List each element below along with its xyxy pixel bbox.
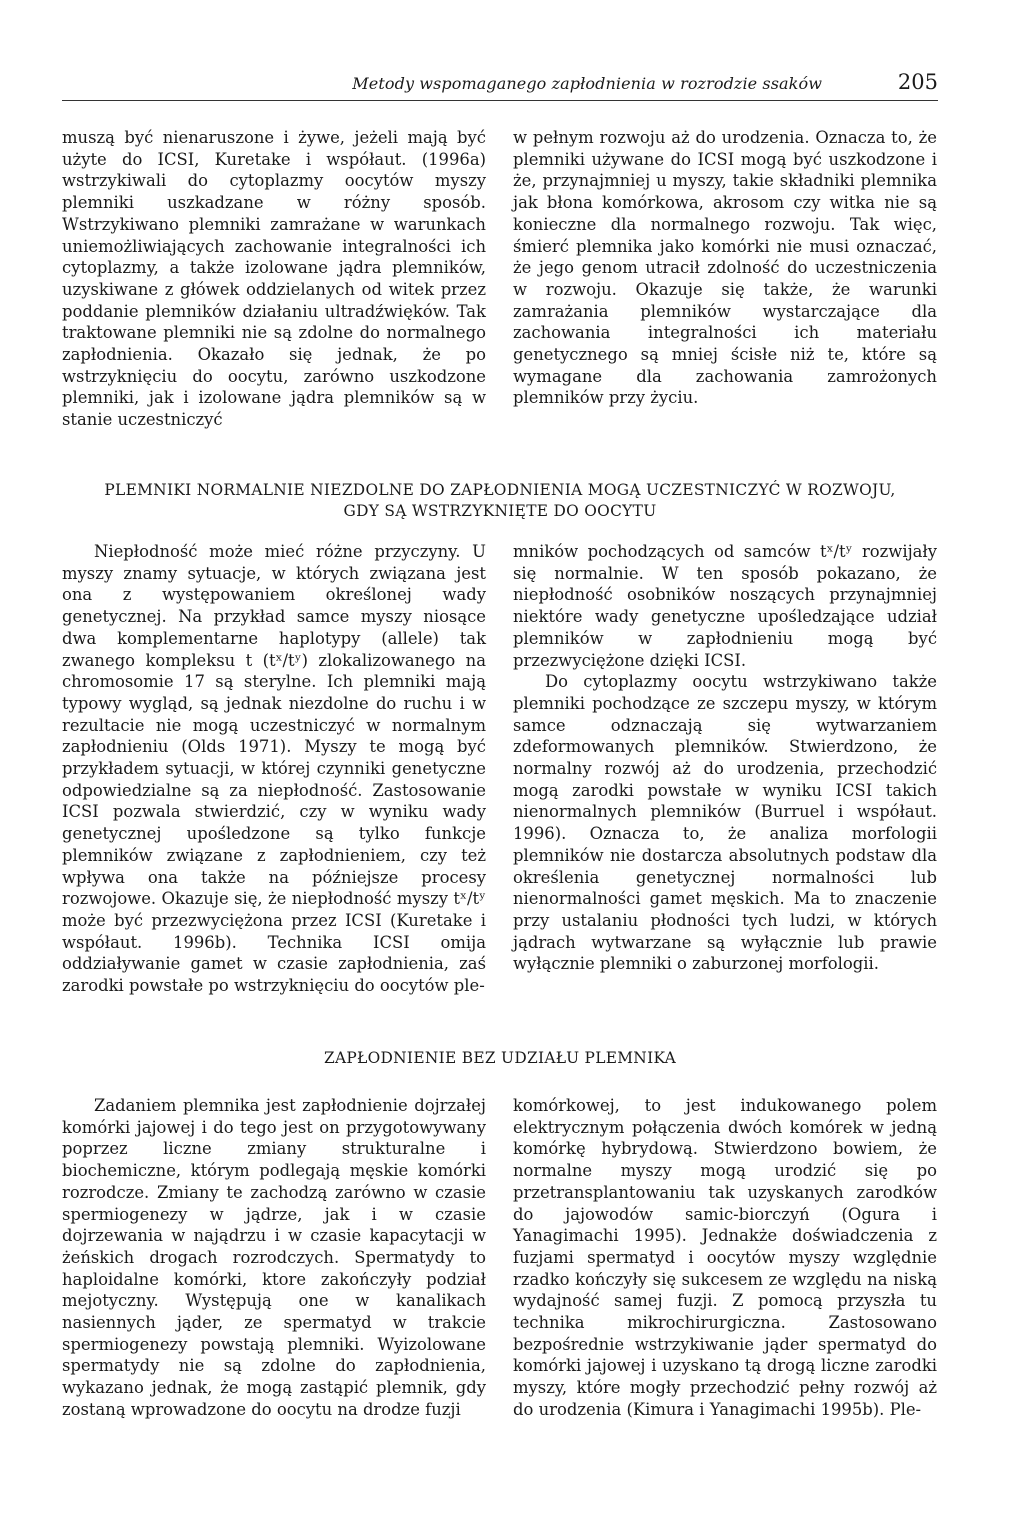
paragraph: w pełnym rozwoju aż do urodzenia. Oznacza to, że plemniki używane do ICSI mogą być uszkodzone i że, przynajmniej u myszy, takie składniki plemnika jak błona komórkowa, akrosom czy witka nie są konieczne dla normalnego rozwoju. Tak więc, śmierć plemnika jako komórki nie musi oznaczać, że jego genom utracił zdolność do uczestniczenia w rozwoju. Okazuje się także, że warunki zamrażania plemników wystarczające dla zachowania integralności ich materiału genetycznego są mniej ścisłe niż te, które są wymagane dla zachowania zamrożonych plemników przy życiu. [513,128,937,408]
paragraph: muszą być nienaruszone i żywe, jeżeli mają być użyte do ICSI, Kuretake i współaut. (1996a) wstrzykiwali do cytoplazmy oocytów myszy plemniki uszkadzane w różny sposób. Wstrzykiwano plemniki zamrażane w warunkach uniemożliwiających zachowanie integralności ich cytoplazmy, a także izolowane jądra plemników, uzyskiwane z główek oddzielanych od witek przez poddanie plemników działaniu ultradźwięków. Tak traktowane plemniki nie są zdolne do normalnego zapłodnienia. Okazało się jednak, że po wstrzyknięciu do oocytu, zarówno uszkodzone plemniki, jak i izolowane jądra plemników są w stanie uczestniczyć [62,128,486,430]
section-heading-1 [62,480,938,522]
paragraph: mników pochodzących od samców tˣ/tʸ rozwijały się normalnie. W ten sposób pokazano, że niepłodność osobników noszących przynajmniej niektóre wady genetyczne upośledzające udział plemników w zapłodnieniu mogą być przezwyciężone dzięki ICSI. [513,542,937,670]
section2-right-column [513,541,937,975]
paragraph: komórkowej, to jest indukowanego polem elektrycznym połączenia dwóch komórek w jedną komórkę hybrydową. Stwierdzono bowiem, że normalne myszy mogą urodzić się po przetransplantowaniu tak uzyskanych zarodków do jajowodów samic-biorczyń (Ogura i Yanagimachi 1995). Jednakże doświadczenia z fuzjami spermatyd i oocytów myszy względnie rzadko kończyły się sukcesem ze względu na niską wydajność samej fuzji. Z pomocą przyszła tu technika mikrochirurgiczna. Zastosowano bezpośrednie wstrzykiwanie jąder spermatyd do komórki jajowej i uzyskano tą drogą liczne zarodki myszy, które mogły przechodzić pełny rozwój aż do urodzenia (Kimura i Yanagimachi 1995b). Ple- [513,1096,937,1419]
page-number: 205 [897,70,938,94]
paragraph: Zadaniem plemnika jest zapłodnienie dojrzałej komórki jajowej i do tego jest on przygotowywany poprzez liczne zmiany strukturalne i biochemiczne, którym podlegają męskie komórki rozrodcze. Zmiany te zachodzą zarówno w czasie spermiogenezy w jądrze, jak i w czasie dojrzewania w najądrzu i w czasie kapacytacji w żeńskich drogach rozrodczych. Spermatydy to haploidalne komórki, ktore zakończyły podział mejotyczny. Występują one w kanalikach nasiennych jąder, ze spermatyd w trakcie spermiogenezy powstają plemniki. Wyizolowane spermatydy nie są zdolne do zapłodnienia, wykazano jednak, że mogą zastąpić plemnik, gdy zostaną wprowadzone do oocytu na drodze fuzji [62,1096,486,1419]
paragraph: Niepłodność może mieć różne przyczyny. U myszy znamy sytuacje, w których związana jest ona z występowaniem określonej wady genetycznej. Na przykład samce myszy niosące dwa komplementarne haplotypy (allele) tak zwanego kompleksu t (tˣ/tʸ) zlokalizowanego na chromosomie 17 są sterylne. Ich plemniki mają typowy wygląd, są jednak niezdolne do ruchu i w rezultacie nie mogą uczestniczyć w normalnym zapłodnieniu (Olds 1971). Myszy te mogą być przykładem sytuacji, w której czynniki genetyczne odpowiedzialne są za niepłodność. Zastosowanie ICSI pozwala stwierdzić, czy w wyniku wady genetycznej upośledzone są tylko funkcje plemników związane z zapłodnieniem, czy też wpływa ona także na późniejsze procesy rozwojowe. Okazuje się, że niepłodność myszy tˣ/tʸ może być przezwyciężona przez ICSI (Kuretake i współaut. 1996b). Technika ICSI omija oddziaływanie gamet w czasie zapłodnienia, zaś zarodki powstałe po wstrzyknięciu do oocytów ple- [62,542,486,996]
section3-left-column [62,1095,486,1421]
section-heading-2 [62,1048,938,1069]
section2-left-column [62,541,486,997]
section-heading-1-line2: GDY SĄ WSTRZYKNIĘTE DO OOCYTU [343,502,657,520]
paragraph: Do cytoplazmy oocytu wstrzykiwano także plemniki pochodzące ze szczepu myszy, w którym samce odznaczają się wytwarzaniem zdeformowanych plemników. Stwierdzono, że normalny rozwój aż do urodzenia, przechodzić mogą zarodki powstałe w wyniku ICSI takich nienormalnych plemników (Burruel i współaut. 1996). Oznacza to, że analiza morfologii plemników nie dostarcza absolutnych podstaw dla określenia genetycznej normalności lub nienormalności gamet męskich. Ma to znaczenie przy ustalaniu płodności tych ludzi, w których jądrach wytwarzane są wyłącznie lub prawie wyłącznie plemniki o zaburzonej morfologii. [513,672,937,974]
section-heading-2-text: ZAPŁODNIENIE BEZ UDZIAŁU PLEMNIKA [323,1049,677,1067]
section3-right-column [513,1095,937,1421]
page-header [62,72,938,101]
section-heading-1-line1: PLEMNIKI NORMALNIE NIEZDOLNE DO ZAPŁODNIENIA MOGĄ UCZESTNICZYĆ W ROZWOJU, [104,481,896,499]
section1-right-column [513,127,937,409]
running-title: Metody wspomaganego zapłodnienia w rozrodzie ssaków [352,74,822,93]
section1-left-column [62,127,486,431]
